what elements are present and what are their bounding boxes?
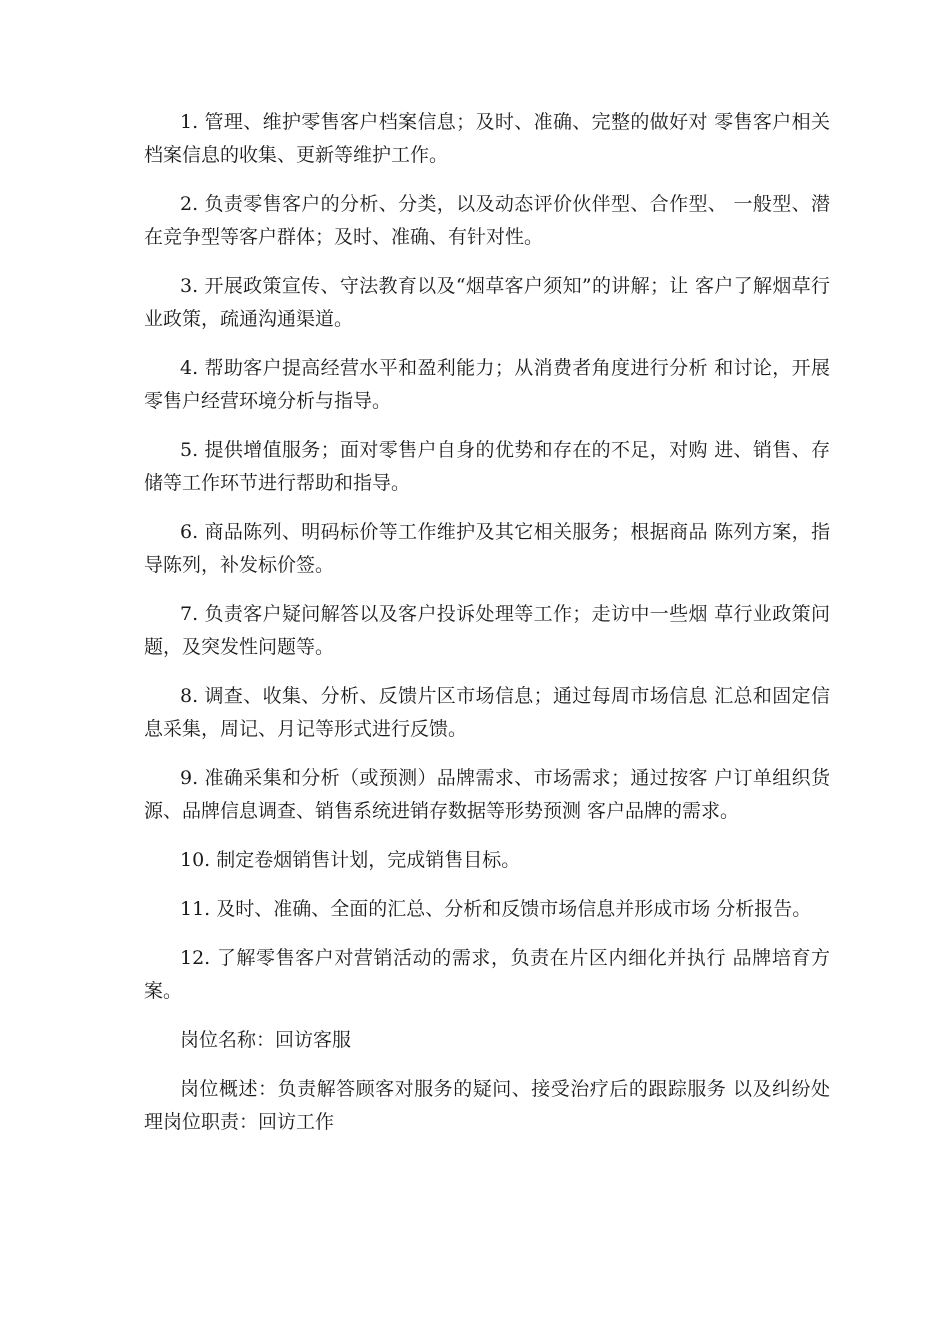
duty-item-7: 7. 负责客户疑问解答以及客户投诉处理等工作；走访中一些烟 草行业政策问题，及突发性问题等。 (144, 603, 830, 658)
duty-item-10: 10. 制定卷烟销售计划，完成销售目标。 (180, 849, 521, 871)
duty-item-9: 9. 准确采集和分析（或预测）品牌需求、市场需求；通过按客 户订单组织货源、品牌信息调查、销售系统进销存数据等形势预测 客户品牌的需求。 (144, 767, 830, 822)
position-overview: 岗位概述：负责解答顾客对服务的疑问、接受治疗后的跟踪服务 以及纠纷处理岗位职责：回访工作 (144, 1078, 830, 1133)
duty-item-6: 6. 商品陈列、明码标价等工作维护及其它相关服务；根据商品 陈列方案，指导陈列，补发标价签。 (144, 521, 830, 576)
duty-item-1: 1. 管理、维护零售客户档案信息；及时、准确、完整的做好对 零售客户相关档案信息的收集、更新等维护工作。 (144, 111, 830, 166)
document-body (144, 106, 830, 1155)
duty-item-11: 11. 及时、准确、全面的汇总、分析和反馈市场信息并形成市场 分析报告。 (180, 898, 812, 920)
duty-item-5: 5. 提供增值服务；面对零售户自身的优势和存在的不足，对购 进、销售、存储等工作环节进行帮助和指导。 (144, 439, 830, 494)
duty-item-3: 3. 开展政策宣传、守法教育以及“烟草客户须知”的讲解；让 客户了解烟草行业政策，疏通沟通渠道。 (144, 275, 830, 330)
duty-item-8: 8. 调查、收集、分析、反馈片区市场信息；通过每周市场信息 汇总和固定信息采集，周记、月记等形式进行反馈。 (144, 685, 830, 740)
duty-item-4: 4. 帮助客户提高经营水平和盈利能力；从消费者角度进行分析 和讨论，开展零售户经营环境分析与指导。 (144, 357, 830, 412)
duty-item-12: 12. 了解零售客户对营销活动的需求，负责在片区内细化并执行 品牌培育方案。 (144, 947, 830, 1002)
position-title: 岗位名称：回访客服 (180, 1029, 352, 1051)
duty-item-2: 2. 负责零售客户的分析、分类，以及动态评价伙伴型、合作型、 一般型、潜在竞争型等客户群体；及时、准确、有针对性。 (144, 193, 830, 248)
